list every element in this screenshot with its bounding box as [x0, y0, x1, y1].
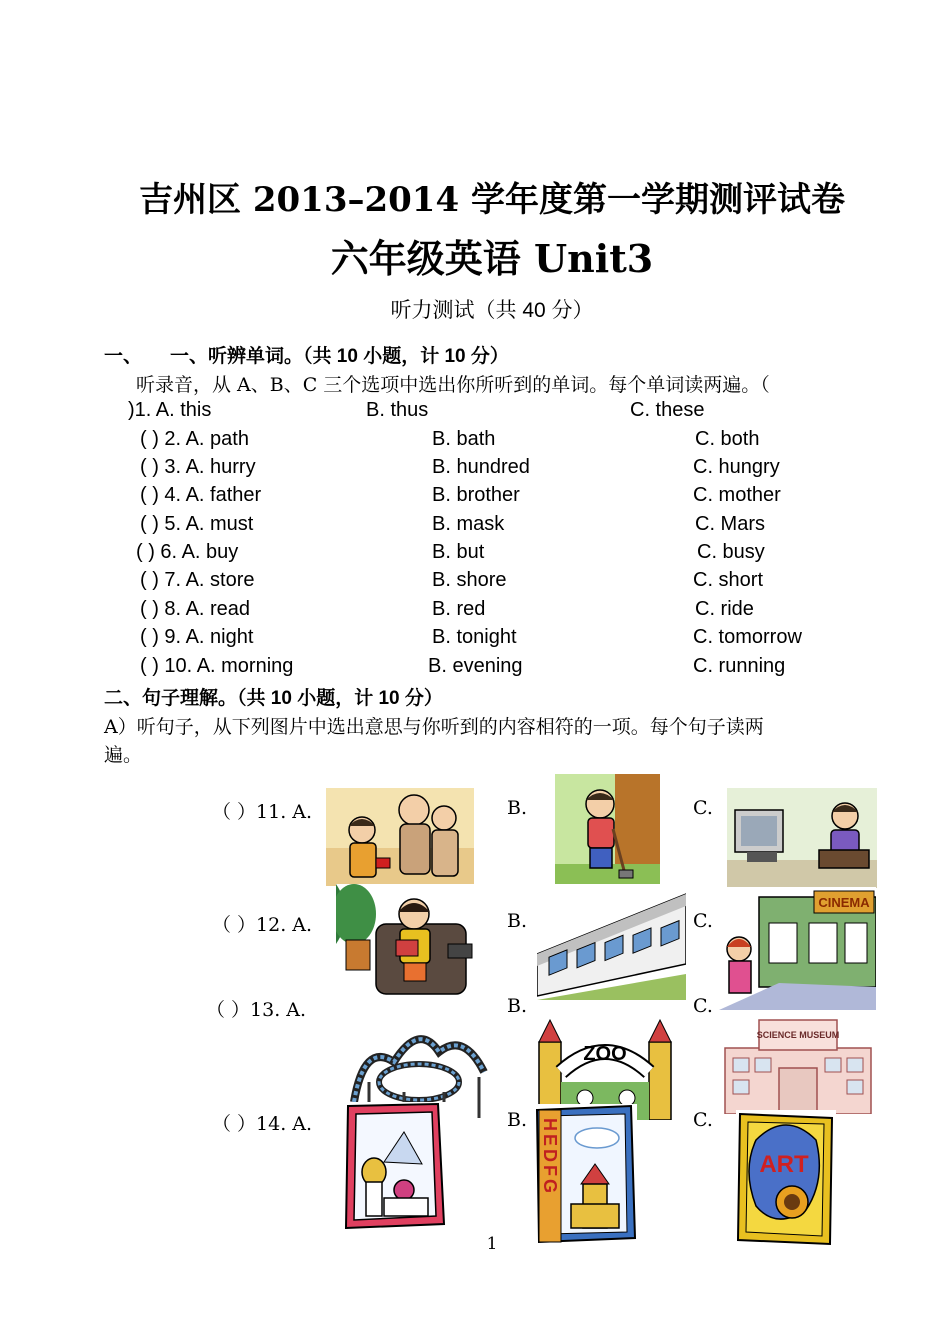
question-12-label: （ ）12. A. — [212, 914, 313, 936]
option-c: C. both — [695, 428, 760, 450]
question-text: ( ) 8. A. read — [140, 598, 251, 620]
cinema-sign: CINEMA — [818, 895, 870, 910]
question-text: ( ) 6. A. buy — [136, 541, 239, 563]
question-11-label: （ ）11. A. — [212, 801, 313, 823]
picture-boy-digging — [555, 774, 660, 886]
exam-subtitle: 六年级英语 Unit3 — [330, 236, 654, 281]
option-c-label: C. — [693, 995, 713, 1017]
option-b: B. tonight — [432, 626, 517, 648]
option-b: B. red — [432, 598, 486, 620]
option-c-label: C. — [693, 910, 713, 932]
section2-instruction-line1: A）听句子，从下列图片中选出意思与你听到的内容相符的一项。每个句子读两 — [104, 716, 764, 738]
section1-instruction: 听录音，从 A、B、C 三个选项中选出你所听到的单词。每个单词读两遍。（ — [136, 374, 770, 396]
museum-sign: SCIENCE MUSEUM — [756, 1030, 840, 1040]
option-b-label: B. — [507, 1109, 528, 1131]
option-c: C. tomorrow — [693, 626, 802, 648]
option-b: B. mask — [432, 513, 505, 535]
question-text: ( ) 4. A. father — [140, 484, 262, 506]
picture-girl-reading — [336, 884, 478, 1002]
option-b: B. bath — [432, 428, 496, 450]
option-b: B. thus — [366, 399, 429, 421]
option-c: C. Mars — [695, 513, 765, 535]
section2-instruction-line2: 遍。 — [104, 744, 143, 766]
option-c: C. mother — [693, 484, 781, 506]
option-b-label: B. — [507, 910, 528, 932]
question-14-label: （ ）14. A. — [212, 1113, 313, 1135]
option-c-label: C. — [693, 797, 713, 819]
question-text: ( ) 3. A. hurry — [140, 456, 256, 478]
section1-heading: 一、听辨单词。（共 10 小题，计 10 分） — [170, 346, 509, 367]
option-b: B. but — [432, 541, 485, 563]
picture-family-gift — [326, 788, 474, 886]
picture-book-castle — [344, 1102, 446, 1229]
question-text: ( ) 7. A. store — [140, 569, 255, 591]
option-c: C. running — [693, 655, 786, 677]
picture-train — [537, 884, 686, 1000]
question-text: ( ) 2. A. path — [140, 428, 249, 450]
question-text: )1. A. this — [128, 399, 212, 421]
option-c-label: C. — [693, 1109, 713, 1131]
listening-heading: 听力测试（共 40 分） — [390, 299, 594, 322]
option-c: C. busy — [697, 541, 765, 563]
option-c: C. ride — [695, 598, 754, 620]
letters-text: HEDFG — [540, 1118, 560, 1196]
option-b-label: B. — [507, 995, 528, 1017]
picture-cinema — [719, 887, 876, 1010]
art-text: ART — [759, 1151, 809, 1178]
page-number: 1 — [486, 1234, 498, 1254]
option-c: C. these — [630, 399, 705, 421]
option-b: B. brother — [432, 484, 520, 506]
section1-number: 一、 — [104, 346, 143, 367]
option-b: B. shore — [432, 569, 507, 591]
option-c: C. hungry — [693, 456, 780, 478]
option-b: B. evening — [428, 655, 523, 677]
option-c: C. short — [693, 569, 764, 591]
question-text: ( ) 5. A. must — [140, 513, 254, 535]
question-text: ( ) 9. A. night — [140, 626, 254, 648]
exam-title: 吉州区 2013–2014 学年度第一学期测评试卷 — [139, 180, 845, 220]
picture-watching-tv — [727, 788, 877, 888]
section2-heading: 二、句子理解。（共 10 小题，计 10 分） — [104, 688, 443, 709]
zoo-sign: ZOO — [583, 1043, 627, 1065]
option-b: B. hundred — [432, 456, 530, 478]
picture-book-letters — [535, 1104, 637, 1244]
question-13-label: （ ）13. A. — [206, 999, 307, 1021]
option-b-label: B. — [507, 797, 528, 819]
picture-book-art — [736, 1110, 836, 1248]
question-text: ( ) 10. A. morning — [140, 655, 294, 677]
picture-science-museum — [719, 1018, 877, 1114]
